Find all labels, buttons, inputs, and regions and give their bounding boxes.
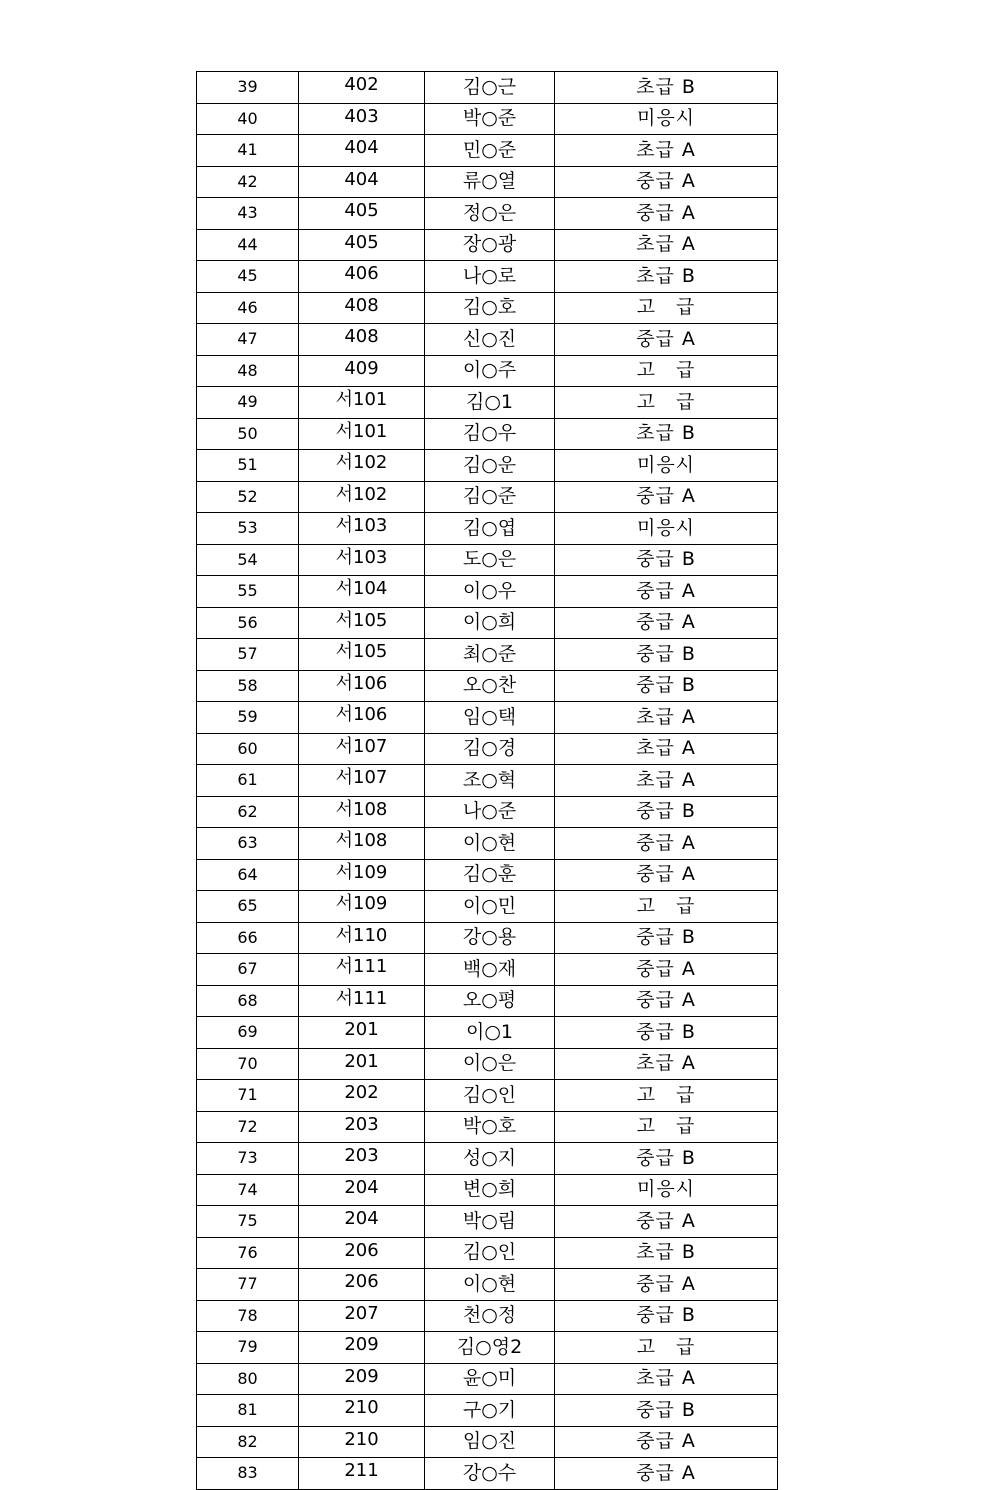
room-cell: 404 xyxy=(299,135,425,167)
table-row xyxy=(197,387,778,419)
table-row xyxy=(197,733,778,765)
grade-cell: 중급 A xyxy=(555,828,778,860)
row-number-cell: 43 xyxy=(197,198,299,230)
room-cell: 서106 xyxy=(299,702,425,734)
table-row xyxy=(197,985,778,1017)
name-cell: 김○근 xyxy=(425,72,555,104)
name-cell: 신○진 xyxy=(425,324,555,356)
grade-cell: 중급 B xyxy=(555,1143,778,1175)
grade-cell: 중급 A xyxy=(555,324,778,356)
table-row xyxy=(197,513,778,545)
name-cell: 김○인 xyxy=(425,1237,555,1269)
room-cell: 202 xyxy=(299,1080,425,1112)
grade-cell: 중급 A xyxy=(555,576,778,608)
row-number-cell: 57 xyxy=(197,639,299,671)
table-row xyxy=(197,1048,778,1080)
table-row xyxy=(197,229,778,261)
row-number-cell: 79 xyxy=(197,1332,299,1364)
name-cell: 이○민 xyxy=(425,891,555,923)
room-cell: 서108 xyxy=(299,828,425,860)
room-cell: 서103 xyxy=(299,513,425,545)
row-number-cell: 61 xyxy=(197,765,299,797)
row-number-cell: 77 xyxy=(197,1269,299,1301)
name-cell: 이○희 xyxy=(425,607,555,639)
table-row xyxy=(197,261,778,293)
table-row xyxy=(197,922,778,954)
row-number-cell: 50 xyxy=(197,418,299,450)
table-row xyxy=(197,418,778,450)
grade-cell: 초급 A xyxy=(555,702,778,734)
name-cell: 나○준 xyxy=(425,796,555,828)
row-number-cell: 47 xyxy=(197,324,299,356)
name-cell: 김○엽 xyxy=(425,513,555,545)
table-row xyxy=(197,1206,778,1238)
row-number-cell: 81 xyxy=(197,1395,299,1427)
row-number-cell: 76 xyxy=(197,1237,299,1269)
grade-cell: 미응시 xyxy=(555,1174,778,1206)
row-number-cell: 72 xyxy=(197,1111,299,1143)
room-cell: 201 xyxy=(299,1017,425,1049)
name-cell: 천○정 xyxy=(425,1300,555,1332)
name-cell: 구○기 xyxy=(425,1395,555,1427)
name-cell: 변○희 xyxy=(425,1174,555,1206)
room-cell: 408 xyxy=(299,292,425,324)
grade-cell: 초급 B xyxy=(555,72,778,104)
grade-cell: 미응시 xyxy=(555,103,778,135)
row-number-cell: 67 xyxy=(197,954,299,986)
row-number-cell: 52 xyxy=(197,481,299,513)
grade-cell: 중급 A xyxy=(555,607,778,639)
grade-cell: 고 급 xyxy=(555,292,778,324)
row-number-cell: 56 xyxy=(197,607,299,639)
grade-cell: 고 급 xyxy=(555,891,778,923)
grade-cell: 초급 A xyxy=(555,1363,778,1395)
row-number-cell: 74 xyxy=(197,1174,299,1206)
name-cell: 이○현 xyxy=(425,1269,555,1301)
room-cell: 209 xyxy=(299,1332,425,1364)
name-cell: 이○주 xyxy=(425,355,555,387)
row-number-cell: 51 xyxy=(197,450,299,482)
room-cell: 403 xyxy=(299,103,425,135)
name-cell: 김○인 xyxy=(425,1080,555,1112)
room-cell: 서109 xyxy=(299,891,425,923)
table-row xyxy=(197,765,778,797)
room-cell: 408 xyxy=(299,324,425,356)
name-cell: 장○광 xyxy=(425,229,555,261)
grade-cell: 미응시 xyxy=(555,450,778,482)
name-cell: 이○현 xyxy=(425,828,555,860)
table-row xyxy=(197,702,778,734)
grade-cell: 고 급 xyxy=(555,1332,778,1364)
table-row xyxy=(197,1017,778,1049)
room-cell: 405 xyxy=(299,229,425,261)
table-row xyxy=(197,450,778,482)
row-number-cell: 53 xyxy=(197,513,299,545)
room-cell: 203 xyxy=(299,1111,425,1143)
room-cell: 404 xyxy=(299,166,425,198)
row-number-cell: 64 xyxy=(197,859,299,891)
grade-cell: 중급 B xyxy=(555,1395,778,1427)
name-cell: 김○경 xyxy=(425,733,555,765)
name-cell: 나○로 xyxy=(425,261,555,293)
grade-cell: 중급 A xyxy=(555,1206,778,1238)
grade-cell: 고 급 xyxy=(555,1111,778,1143)
row-number-cell: 54 xyxy=(197,544,299,576)
room-cell: 서110 xyxy=(299,922,425,954)
table-row xyxy=(197,72,778,104)
name-cell: 오○찬 xyxy=(425,670,555,702)
row-number-cell: 58 xyxy=(197,670,299,702)
name-cell: 류○열 xyxy=(425,166,555,198)
name-cell: 도○은 xyxy=(425,544,555,576)
room-cell: 405 xyxy=(299,198,425,230)
row-number-cell: 62 xyxy=(197,796,299,828)
table-row xyxy=(197,355,778,387)
name-cell: 김○우 xyxy=(425,418,555,450)
grade-cell: 중급 B xyxy=(555,639,778,671)
row-number-cell: 42 xyxy=(197,166,299,198)
room-cell: 206 xyxy=(299,1269,425,1301)
row-number-cell: 48 xyxy=(197,355,299,387)
grade-cell: 중급 A xyxy=(555,198,778,230)
room-cell: 서102 xyxy=(299,481,425,513)
room-cell: 406 xyxy=(299,261,425,293)
row-number-cell: 69 xyxy=(197,1017,299,1049)
grade-cell: 중급 B xyxy=(555,544,778,576)
table-row xyxy=(197,1237,778,1269)
room-cell: 204 xyxy=(299,1206,425,1238)
table-row xyxy=(197,1363,778,1395)
name-cell: 윤○미 xyxy=(425,1363,555,1395)
row-number-cell: 60 xyxy=(197,733,299,765)
table-row xyxy=(197,828,778,860)
name-cell: 박○호 xyxy=(425,1111,555,1143)
grade-cell: 초급 B xyxy=(555,418,778,450)
table-row xyxy=(197,135,778,167)
grade-cell: 중급 A xyxy=(555,481,778,513)
row-number-cell: 83 xyxy=(197,1458,299,1490)
table-row xyxy=(197,544,778,576)
room-cell: 207 xyxy=(299,1300,425,1332)
name-cell: 김○1 xyxy=(425,387,555,419)
grade-cell: 고 급 xyxy=(555,387,778,419)
room-cell: 서107 xyxy=(299,765,425,797)
room-cell: 서111 xyxy=(299,985,425,1017)
name-cell: 강○용 xyxy=(425,922,555,954)
room-cell: 서106 xyxy=(299,670,425,702)
table-row xyxy=(197,1332,778,1364)
name-cell: 이○우 xyxy=(425,576,555,608)
name-cell: 김○영2 xyxy=(425,1332,555,1364)
room-cell: 서105 xyxy=(299,639,425,671)
grade-cell: 초급 A xyxy=(555,733,778,765)
table-row xyxy=(197,1269,778,1301)
name-cell: 정○은 xyxy=(425,198,555,230)
grade-cell: 중급 A xyxy=(555,1426,778,1458)
table-row xyxy=(197,607,778,639)
table-row xyxy=(197,639,778,671)
grade-cell: 중급 A xyxy=(555,859,778,891)
grade-cell: 중급 A xyxy=(555,1269,778,1301)
grade-cell: 중급 A xyxy=(555,166,778,198)
row-number-cell: 44 xyxy=(197,229,299,261)
row-number-cell: 78 xyxy=(197,1300,299,1332)
row-number-cell: 46 xyxy=(197,292,299,324)
name-cell: 이○은 xyxy=(425,1048,555,1080)
name-cell: 백○재 xyxy=(425,954,555,986)
grade-cell: 중급 B xyxy=(555,796,778,828)
name-cell: 민○준 xyxy=(425,135,555,167)
table-row xyxy=(197,1300,778,1332)
table-row xyxy=(197,1426,778,1458)
table-row xyxy=(197,481,778,513)
room-cell: 서111 xyxy=(299,954,425,986)
results-table xyxy=(196,71,778,1490)
name-cell: 임○진 xyxy=(425,1426,555,1458)
name-cell: 김○훈 xyxy=(425,859,555,891)
row-number-cell: 73 xyxy=(197,1143,299,1175)
room-cell: 서104 xyxy=(299,576,425,608)
name-cell: 박○림 xyxy=(425,1206,555,1238)
name-cell: 오○평 xyxy=(425,985,555,1017)
grade-cell: 미응시 xyxy=(555,513,778,545)
table-row xyxy=(197,292,778,324)
room-cell: 210 xyxy=(299,1426,425,1458)
table-row xyxy=(197,859,778,891)
name-cell: 박○준 xyxy=(425,103,555,135)
grade-cell: 고 급 xyxy=(555,355,778,387)
room-cell: 서105 xyxy=(299,607,425,639)
room-cell: 211 xyxy=(299,1458,425,1490)
name-cell: 성○지 xyxy=(425,1143,555,1175)
table-row xyxy=(197,796,778,828)
row-number-cell: 66 xyxy=(197,922,299,954)
room-cell: 201 xyxy=(299,1048,425,1080)
row-number-cell: 59 xyxy=(197,702,299,734)
room-cell: 203 xyxy=(299,1143,425,1175)
name-cell: 김○운 xyxy=(425,450,555,482)
room-cell: 서103 xyxy=(299,544,425,576)
row-number-cell: 65 xyxy=(197,891,299,923)
room-cell: 서109 xyxy=(299,859,425,891)
grade-cell: 중급 B xyxy=(555,670,778,702)
table-row xyxy=(197,1174,778,1206)
table-row xyxy=(197,166,778,198)
row-number-cell: 71 xyxy=(197,1080,299,1112)
table-row xyxy=(197,324,778,356)
table-row xyxy=(197,1143,778,1175)
grade-cell: 초급 A xyxy=(555,135,778,167)
row-number-cell: 63 xyxy=(197,828,299,860)
grade-cell: 중급 A xyxy=(555,985,778,1017)
room-cell: 서101 xyxy=(299,387,425,419)
room-cell: 서107 xyxy=(299,733,425,765)
table-row xyxy=(197,891,778,923)
row-number-cell: 45 xyxy=(197,261,299,293)
row-number-cell: 49 xyxy=(197,387,299,419)
grade-cell: 고 급 xyxy=(555,1080,778,1112)
grade-cell: 중급 A xyxy=(555,1458,778,1490)
grade-cell: 초급 A xyxy=(555,1048,778,1080)
name-cell: 조○혁 xyxy=(425,765,555,797)
table-row xyxy=(197,1111,778,1143)
grade-cell: 중급 B xyxy=(555,1017,778,1049)
grade-cell: 초급 B xyxy=(555,261,778,293)
name-cell: 임○택 xyxy=(425,702,555,734)
table-row xyxy=(197,576,778,608)
room-cell: 210 xyxy=(299,1395,425,1427)
table-row xyxy=(197,198,778,230)
name-cell: 최○준 xyxy=(425,639,555,671)
room-cell: 206 xyxy=(299,1237,425,1269)
row-number-cell: 40 xyxy=(197,103,299,135)
row-number-cell: 68 xyxy=(197,985,299,1017)
grade-cell: 초급 A xyxy=(555,765,778,797)
row-number-cell: 55 xyxy=(197,576,299,608)
row-number-cell: 70 xyxy=(197,1048,299,1080)
name-cell: 이○1 xyxy=(425,1017,555,1049)
name-cell: 강○수 xyxy=(425,1458,555,1490)
grade-cell: 초급 A xyxy=(555,229,778,261)
grade-cell: 중급 A xyxy=(555,954,778,986)
grade-cell: 중급 B xyxy=(555,922,778,954)
row-number-cell: 80 xyxy=(197,1363,299,1395)
name-cell: 김○호 xyxy=(425,292,555,324)
grade-cell: 중급 B xyxy=(555,1300,778,1332)
table-row xyxy=(197,954,778,986)
row-number-cell: 41 xyxy=(197,135,299,167)
name-cell: 김○준 xyxy=(425,481,555,513)
room-cell: 서102 xyxy=(299,450,425,482)
row-number-cell: 39 xyxy=(197,72,299,104)
table-row xyxy=(197,1458,778,1490)
room-cell: 402 xyxy=(299,72,425,104)
table-row xyxy=(197,670,778,702)
room-cell: 209 xyxy=(299,1363,425,1395)
results-table-body xyxy=(197,72,778,1490)
room-cell: 서101 xyxy=(299,418,425,450)
table-row xyxy=(197,1395,778,1427)
room-cell: 409 xyxy=(299,355,425,387)
row-number-cell: 75 xyxy=(197,1206,299,1238)
grade-cell: 초급 B xyxy=(555,1237,778,1269)
table-row xyxy=(197,103,778,135)
room-cell: 서108 xyxy=(299,796,425,828)
table-row xyxy=(197,1080,778,1112)
row-number-cell: 82 xyxy=(197,1426,299,1458)
room-cell: 204 xyxy=(299,1174,425,1206)
